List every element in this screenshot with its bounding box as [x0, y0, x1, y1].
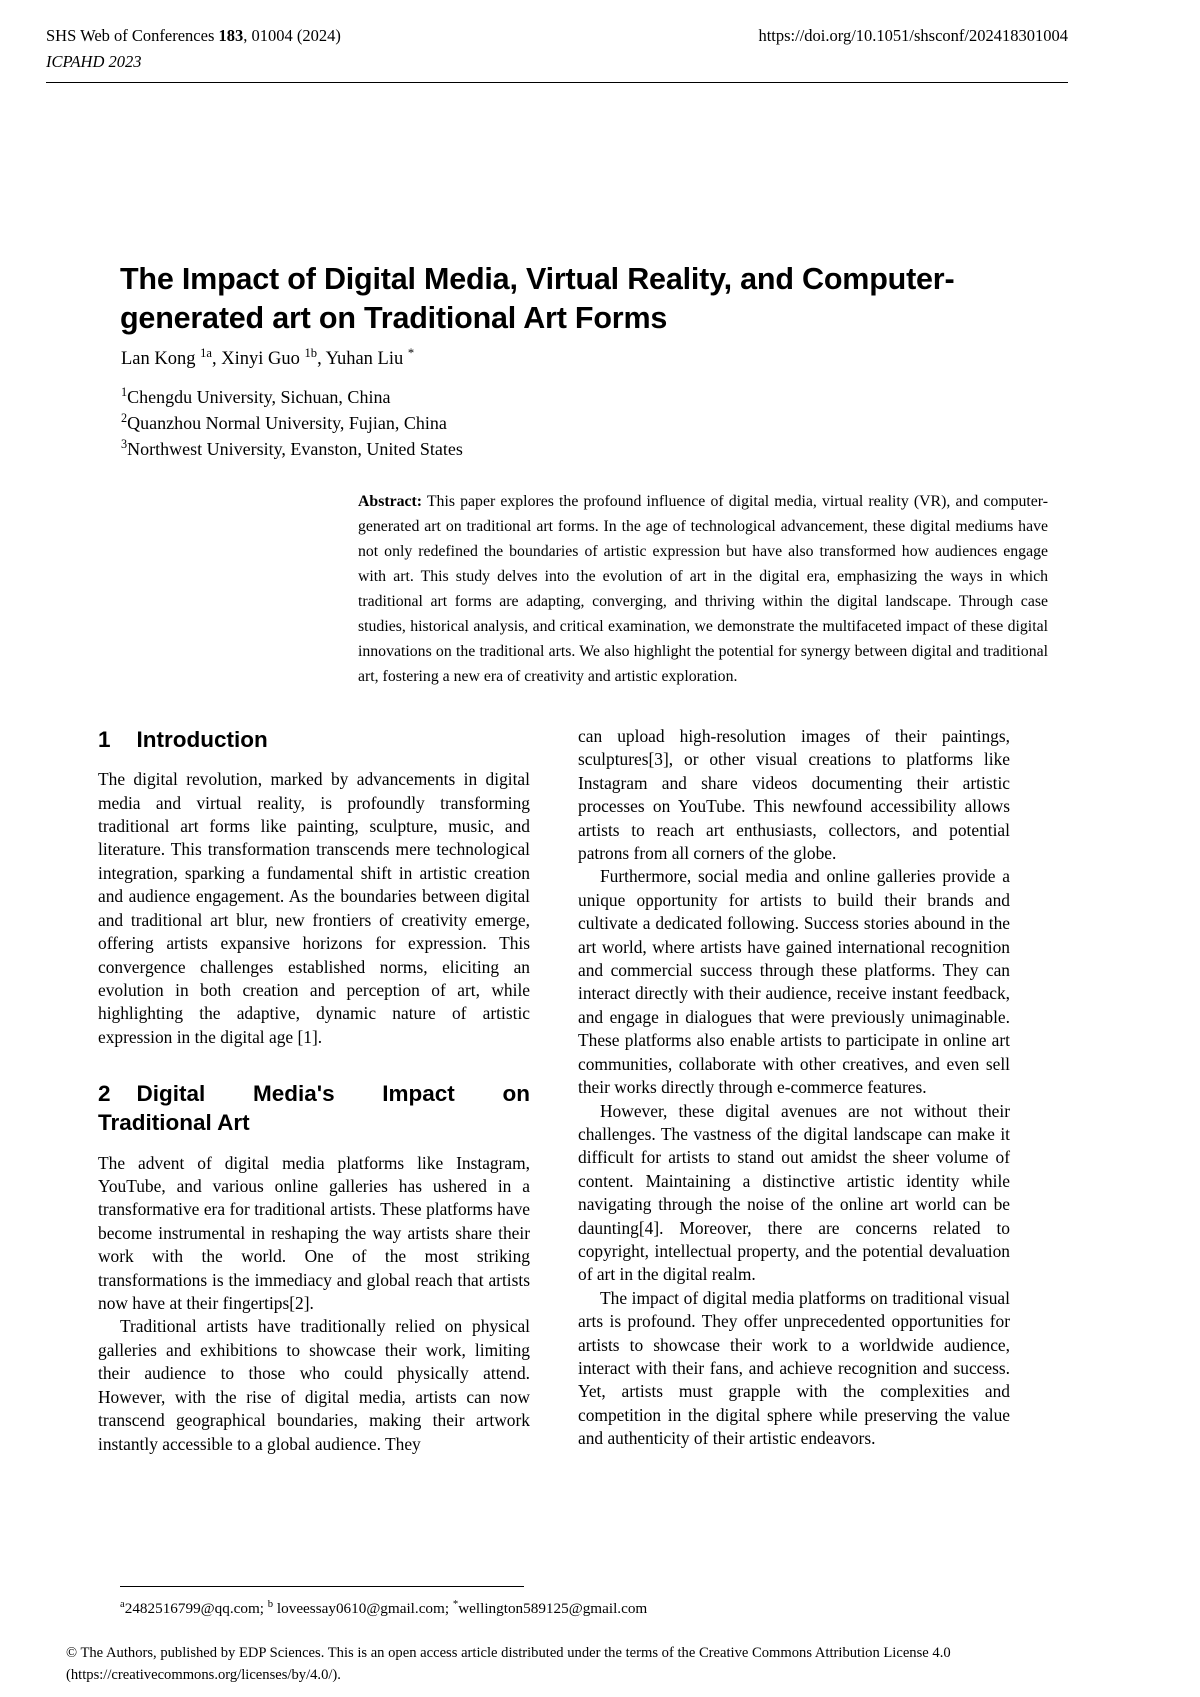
abstract-label: Abstract:: [358, 493, 423, 510]
author-separator-2: ,: [317, 349, 326, 370]
affiliation-text: Quanzhou Normal University, Fujian, China: [127, 412, 447, 433]
section-title-2-line1: Digital Media's Impact on: [136, 1081, 530, 1107]
author-list: [121, 345, 1021, 373]
affiliation-marker: 3: [121, 436, 128, 451]
author-name-2: Xinyi Guo: [221, 349, 305, 370]
section-spacer: [98, 1049, 530, 1079]
paragraph: Furthermore, social media and online galleries provide a unique opportunity for artists to build their brands and cultivate a dedicated following. Success stories abound in the art world, where artists have gained international recognition and commercial success through these platforms. They can interact directly with their audience, receive instant feedback, and engage in dialogues that were previously unimaginable. These platforms also enable artists to participate in online art communities, collaborate with other creatives, and even sell their works directly through e-commerce features.: [578, 866, 1010, 1098]
header-divider: [46, 82, 1068, 83]
copyright-line-1: © The Authors, published by EDP Sciences. This is an open access article distributed under the terms of the Creative Commons Attribution License 4.0: [66, 1645, 951, 1661]
affiliation-text: Northwest University, Evanston, United States: [127, 438, 463, 459]
affiliation-text: Chengdu University, Sichuan, China: [127, 387, 391, 407]
right-column: [578, 725, 1010, 1465]
affiliation-list: [121, 384, 1021, 461]
footnote-emails: [120, 1597, 1020, 1620]
paragraph: The digital revolution, marked by advancements in digital media and virtual reality, is profoundly transforming traditional art forms like painting, sculpture, music, and literature. This transformation transcends mere technological integration, sparking a fundamental shift in artistic creation and audience engagement. As the boundaries between digital and traditional art blur, new frontiers of creativity emerge, offering artists expansive horizons for expression. This convergence challenges established norms, eliciting an evolution in both creation and perception of art, while highlighting the adaptive, dynamic nature of artistic expression in the digital age [1].: [98, 769, 530, 1047]
section-title-1: Introduction: [136, 727, 268, 752]
author-affil-marker-3: *: [407, 346, 415, 360]
author-name-1: Lan Kong: [121, 349, 201, 370]
footnote-email-a[interactable]: 2482516799@qq.com;: [124, 1600, 268, 1618]
footnote-divider: [120, 1586, 524, 1587]
journal-citation: [46, 24, 341, 49]
left-column: [98, 725, 530, 1465]
abstract-block: [358, 490, 1048, 690]
affiliation-item: [121, 410, 1021, 436]
section-number-1: 1: [98, 727, 111, 752]
footnote-email-b[interactable]: loveessay0610@gmail.com;: [273, 1600, 453, 1618]
section-number-2: 2: [98, 1081, 111, 1107]
author-separator-1: ,: [212, 349, 222, 370]
journal-name: SHS Web of Conferences: [46, 26, 219, 45]
body-columns: [98, 725, 1070, 1465]
author-name-3: Yuhan Liu: [325, 349, 408, 370]
paragraph: The advent of digital media platforms like Instagram, YouTube, and various online galleries has ushered in a transformative era for traditional artists. These platforms have become instrumental in reshaping the way artists share their work with the world. One of the most striking transformations is the immediacy and global reach that artists now have at their fingertips[2].: [98, 1152, 530, 1314]
author-affil-marker-2: 1b: [304, 346, 318, 360]
conference-name: ICPAHD 2023: [46, 51, 142, 71]
copyright-notice: [66, 1643, 1054, 1687]
section-title-2-line2: Traditional Art: [98, 1110, 250, 1136]
page-title: The Impact of Digital Media, Virtual Reality, and Computer-generated art on Traditional Art Forms: [120, 262, 955, 335]
running-head: [46, 24, 1068, 75]
footnote-marker-b: b: [267, 1599, 274, 1610]
affiliation-marker: 2: [121, 410, 128, 425]
paragraph: Traditional artists have traditionally relied on physical galleries and exhibitions to showcase their work, limiting their audience to those who could physically attend. However, with the rise of digital media, artists can now transcend geographical boundaries, making their artwork instantly accessible to a global audience. They: [98, 1316, 530, 1454]
affiliation-item: [121, 384, 1021, 410]
paragraph: However, these digital avenues are not without their challenges. The vastness of the digital landscape can make it difficult for artists to stand out amidst the sheer volume of content. Maintaining a distinctive artistic identity while navigating through the noise of the online art world can be daunting[4]. Moreover, there are concerns related to copyright, intellectual property, and the potential devaluation of art in the digital realm.: [578, 1100, 1010, 1285]
journal-volume: 183: [218, 26, 244, 45]
running-head-row: [46, 24, 1068, 49]
copyright-license-url[interactable]: (https://creativecommons.org/licenses/by/4.0/).: [66, 1666, 341, 1683]
affiliation-marker: 1: [121, 385, 128, 399]
footnote-marker-c: *: [452, 1599, 459, 1610]
section-heading-2: [98, 1079, 530, 1138]
paragraph: can upload high-resolution images of their paintings, sculptures[3], or other visual creations to platforms like Instagram and share videos documenting their artistic processes on YouTube. This newfound accessibility allows artists to reach art enthusiasts, collectors, and potential patrons from all corners of the globe.: [578, 726, 1010, 864]
footnote-email-c[interactable]: wellington589125@gmail.com: [458, 1600, 648, 1618]
abstract-text: This paper explores the profound influence of digital media, virtual reality (VR), and computer-generated art on traditional art forms. In the age of technological advancement, these digital mediums have not only redefined the boundaries of artistic expression but have also transformed how audiences engage with art. This study delves into the evolution of art in the digital era, emphasizing the ways in which traditional art forms are adapting, converging, and thriving within the digital landscape. Through case studies, historical analysis, and critical examination, we demonstrate the multifaceted impact of these digital innovations on the traditional arts. We also highlight the potential for synergy between digital and traditional art, fostering a new era of creativity and artistic exploration.: [358, 493, 1048, 685]
paragraph: The impact of digital media platforms on traditional visual arts is profound. They offer unprecedented opportunities for artists to showcase their work to a worldwide audience, interact with their fans, and achieve recognition and success. Yet, artists must grapple with the complexities and competition in the digital sphere while preserving the value and authenticity of their artistic endeavors.: [578, 1287, 1010, 1449]
doi-link[interactable]: https://doi.org/10.1051/shsconf/202418301004: [758, 26, 1068, 45]
footnote-marker-a: a: [120, 1599, 125, 1610]
author-affil-marker-1: 1a: [200, 346, 212, 360]
section-heading-1: [98, 725, 530, 754]
journal-article-number: , 01004 (2024): [243, 26, 341, 45]
affiliation-item: [121, 436, 1021, 462]
